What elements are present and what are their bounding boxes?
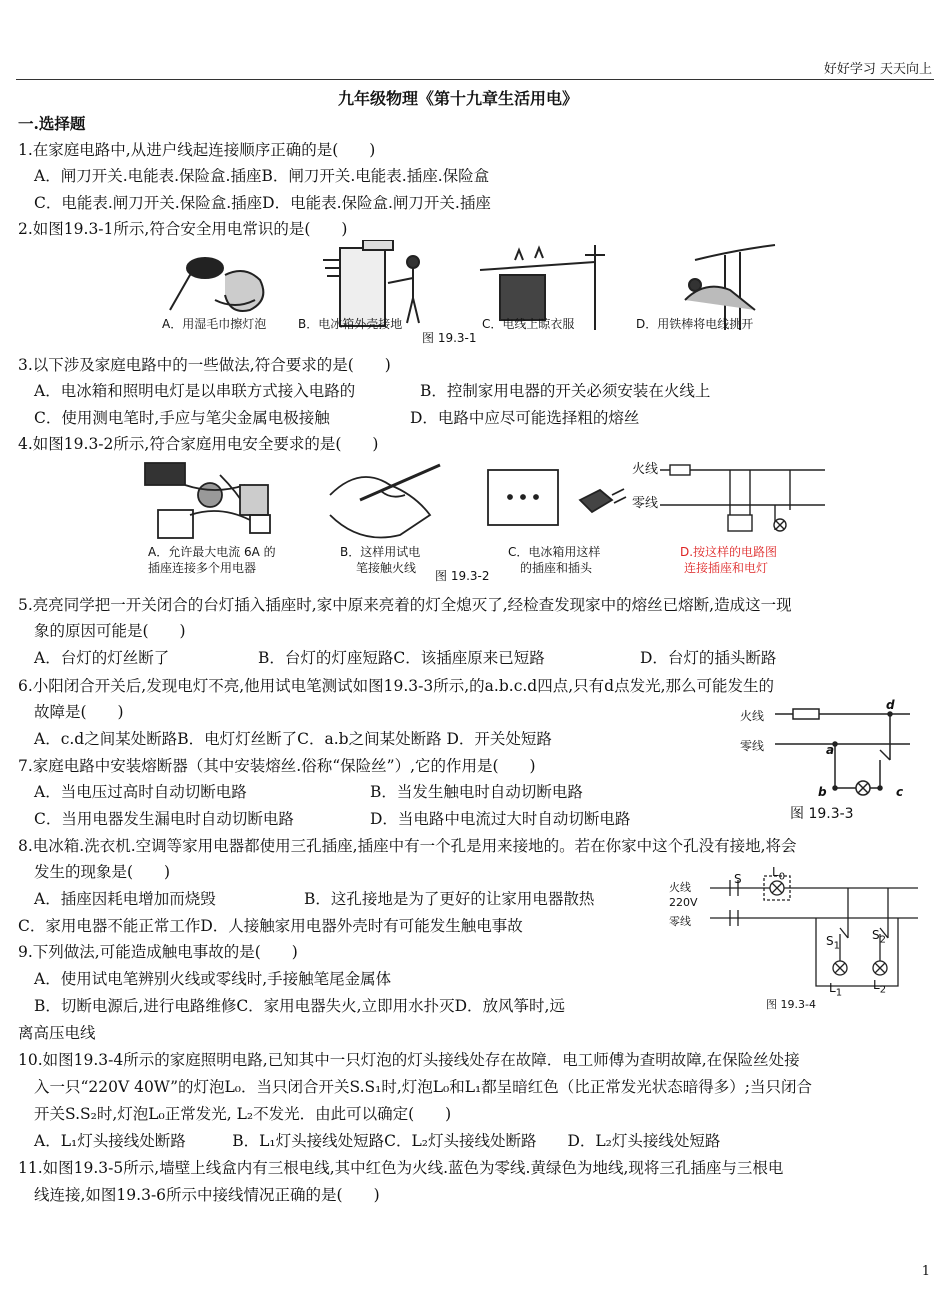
figure-19-3-2 [140, 455, 830, 545]
q8-option-b: B．这孔接地是为了更好的让家用电器散热 [304, 890, 595, 908]
fridge-ground-illustration [323, 240, 419, 326]
q4-label-c-1: C．电冰箱用这样 [508, 545, 601, 559]
figure-19-3-4 [668, 868, 928, 998]
q10-line2: 入一只“220V 40W”的灯泡L₀．当只闭合开关S.S₁时,灯泡L₀和L₁都呈暗红色（比正常发光状态暗得多）;当只闭合 [34, 1078, 812, 1096]
q9-stem: 9.下列做法,可能造成触电事故的是( ) [18, 943, 298, 961]
q3-option-a: A．电冰箱和照明电灯是以串联方式接入电路的 [34, 382, 356, 400]
test-pen-hand-illustration [330, 465, 440, 538]
socket-plug-illustration [488, 470, 626, 525]
q5-stem-line2: 象的原因可能是( ) [34, 622, 186, 640]
q3-option-d: D．电路中应尽可能选择粗的熔丝 [410, 409, 640, 427]
q5-stem-line1: 5.亮亮同学把一开关闭合的台灯插入插座时,家中原来亮着的灯全熄灭了,经检查发现家中的熔丝已熔断,造成这一现 [18, 596, 792, 614]
q7-option-d: D．当电路中电流过大时自动切断电路 [370, 810, 631, 828]
q5-option-d: D．台灯的插头断路 [640, 649, 777, 667]
q3-stem: 3.以下涉及家庭电路中的一些做法,符合要求的是( ) [18, 356, 391, 374]
page-title: 九年级物理《第十九章生活用电》 [338, 89, 579, 108]
multi-appliance-socket-illustration [145, 463, 270, 538]
q8-stem-line1: 8.电冰箱.洗衣机.空调等家用电器都使用三孔插座,插座中有一个孔是用来接地的。若在你家中这个孔没有接地,将会 [18, 837, 797, 855]
q7-option-a: A．当电压过高时自动切断电路 [34, 783, 247, 801]
q1-stem: 1.在家庭电路中,从进户线起连接顺序正确的是( ) [18, 141, 376, 159]
q2-figure-caption: 图 19.3-1 [422, 331, 477, 345]
q6-stem-line2: 故障是( ) [34, 703, 124, 721]
fig4-switch-s2-letter: S [872, 928, 880, 942]
fig4-switch-s: S [734, 872, 742, 886]
q6-wire-live: 火线 [740, 709, 765, 723]
fig4-lamp-l2-sub: 2 [879, 984, 887, 996]
q4-label-d-2: 连接插座和电灯 [684, 561, 769, 575]
q4-label-b-1: B．这样用试电 [340, 545, 421, 559]
q9-option-d-cont: 离高压电线 [18, 1024, 96, 1042]
q9-option-a: A．使用试电笔辨别火线或零线时,手接触笔尾金属体 [34, 970, 392, 988]
fig4-switch-s2 [872, 928, 886, 945]
q2-stem: 2.如图19.3-1所示,符合安全用电常识的是( ) [18, 220, 348, 238]
fig4-wire-live: 火线 [669, 881, 691, 894]
lamp-towel-illustration [170, 258, 263, 311]
fig4-voltage: 220V [669, 896, 698, 909]
section-heading: 一.选择题 [18, 114, 86, 133]
fig4-lamp-l2-letter: L [873, 978, 880, 992]
q5-option-bc: B．台灯的灯座短路C．该插座原来已短路 [258, 649, 545, 667]
q9-option-bcd: B．切断电源后,进行电路维修C．家用电器失火,立即用水扑灭D．放风筝时,远 [34, 997, 565, 1015]
q2-label-c: C．电线上晾衣服 [482, 317, 575, 331]
q10-line1: 10.如图19.3-4所示的家庭照明电路,已知其中一只灯泡的灯头接线处存在故障．电工师傅为查明故障,在保险丝处接 [18, 1051, 800, 1069]
fig4-lamp-l1-letter: L [829, 981, 836, 995]
q10-options: A．L₁灯头接线处断路 B．L₁灯头接线处短路C．L₂灯头接线处断路 D．L₂灯头接线处短路 [34, 1132, 721, 1150]
q6-point-c: c [896, 785, 904, 799]
q4-label-a-2: 插座连接多个用电器 [148, 561, 257, 575]
q4-label-b-2: 笔接触火线 [356, 561, 417, 575]
q2-label-a: A．用湿毛巾擦灯泡 [162, 317, 267, 331]
fig4-lamp-l0 [772, 865, 785, 882]
q4-wire-neutral: 零线 [632, 496, 659, 511]
q8-option-cd: C．家用电器不能正常工作D．人接触家用电器外壳时有可能发生触电事故 [18, 917, 523, 935]
q7-stem: 7.家庭电路中安装熔断器（其中安装熔丝.俗称“保险丝”）,它的作用是( ) [18, 757, 536, 775]
q3-option-c: C．使用测电笔时,手应与笔尖金属电极接触 [34, 409, 330, 427]
fig4-lamp-l1 [829, 981, 842, 998]
q4-stem: 4.如图19.3-2所示,符合家庭用电安全要求的是( ) [18, 435, 379, 453]
fig4-lamp-l0-letter: L [772, 865, 779, 879]
q6-point-a: a [826, 743, 835, 757]
fig4-caption: 图 19.3-4 [766, 998, 816, 1011]
q2-label-b: B．电冰箱外壳接地 [298, 317, 403, 331]
q11-line2: 线连接,如图19.3-6所示中接线情况正确的是( ) [34, 1186, 380, 1204]
q4-label-a-1: A．允许最大电流 6A 的 [148, 545, 276, 559]
q3-option-b: B．控制家用电器的开关必须安装在火线上 [420, 382, 711, 400]
fig4-switch-s1 [826, 934, 840, 951]
q10-line3: 开关S.S₂时,灯泡L₀正常发光, L₂不发光．由此可以确定( ) [34, 1105, 452, 1123]
q4-wire-live: 火线 [632, 462, 659, 477]
circuit-diagram-illustration [660, 465, 825, 531]
q8-option-a: A．插座因耗电增加而烧毁 [34, 890, 216, 908]
q4-label-c-2: 的插座和插头 [520, 561, 593, 575]
fig4-lamp-l1-sub: 1 [835, 987, 843, 999]
q11-line1: 11.如图19.3-5所示,墙壁上线盒内有三根电线,其中红色为火线.蓝色为零线.黄绿色为地线,现将三孔插座与三根电 [18, 1159, 784, 1177]
header-divider [16, 79, 934, 80]
q4-figure-caption: 图 19.3-2 [435, 569, 490, 583]
fig4-switch-s2-sub: 2 [879, 934, 886, 946]
q7-option-b: B．当发生触电时自动切断电路 [370, 783, 583, 801]
fig4-switch-s1-sub: 1 [833, 940, 840, 952]
q2-label-d: D．用铁棒将电线挑开 [636, 317, 754, 331]
q8-stem-line2: 发生的现象是( ) [34, 863, 171, 881]
q7-option-c: C．当用电器发生漏电时自动切断电路 [34, 810, 294, 828]
q1-options-ab: A．闸刀开关.电能表.保险盒.插座B．闸刀开关.电能表.插座.保险盒 [34, 167, 490, 185]
page-number: 1 [921, 1264, 930, 1279]
fig4-lamp-l0-sub: 0 [778, 871, 786, 883]
fig4-wire-neutral: 零线 [669, 915, 691, 928]
q6-figure-caption: 图 19.3-3 [790, 806, 854, 822]
q1-options-cd: C．电能表.闸刀开关.保险盒.插座D．电能表.保险盒.闸刀开关.插座 [34, 194, 491, 212]
fig4-lamp-l2 [873, 978, 886, 995]
fig4-switch-s1-letter: S [826, 934, 834, 948]
q5-option-a: A．台灯的灯丝断了 [34, 649, 170, 667]
q4-label-d-1: D.按这样的电路图 [680, 545, 778, 559]
header-motto: 好好学习 天天向上 [823, 62, 932, 77]
q6-stem-line1: 6.小阳闭合开关后,发现电灯不亮,他用试电笔测试如图19.3-3所示,的a.b.c.d四点,只有d点发光,那么可能发生的 [18, 677, 775, 695]
q6-point-b: b [818, 785, 827, 799]
q6-options: A．c.d之间某处断路B．电灯灯丝断了C．a.b之间某处断路 D．开关处短路 [34, 730, 552, 748]
q6-point-d: d [886, 698, 895, 712]
q6-wire-neutral: 零线 [740, 739, 765, 753]
